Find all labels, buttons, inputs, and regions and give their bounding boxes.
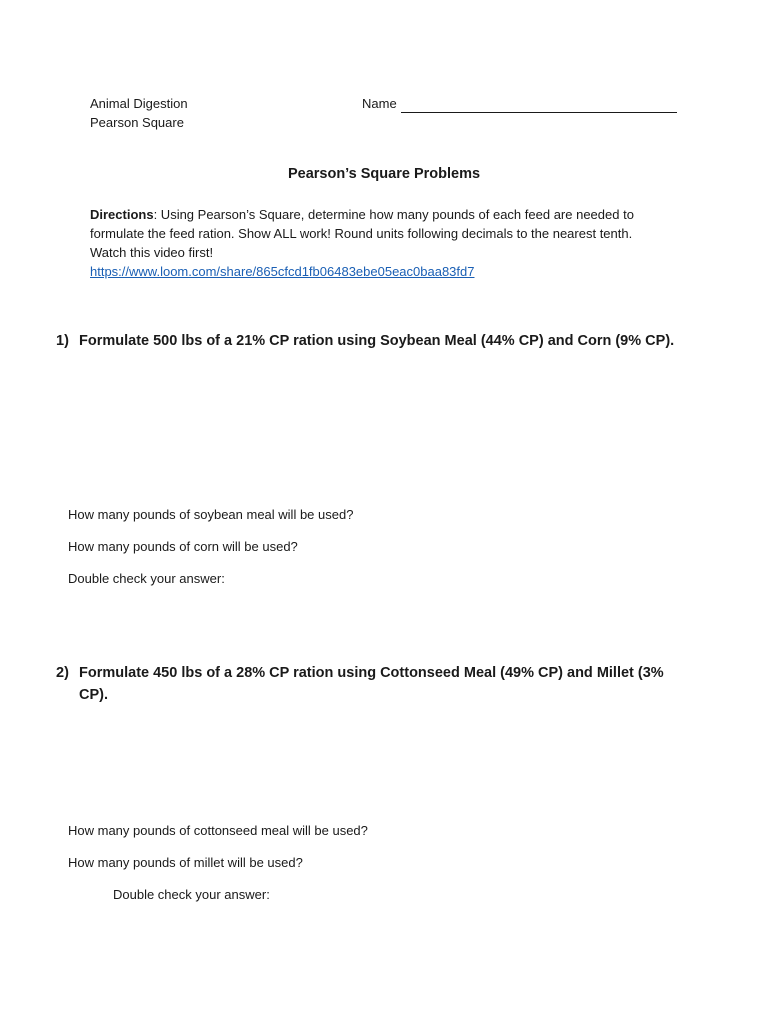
directions-paragraph bbox=[90, 205, 675, 243]
problem-1-question-soybean: How many pounds of soybean meal will be used? bbox=[68, 507, 354, 522]
name-blank-line bbox=[401, 98, 677, 113]
problem-1 bbox=[56, 330, 696, 352]
problem-2-question-check: Double check your answer: bbox=[113, 887, 270, 902]
name-field bbox=[362, 94, 677, 113]
problem-2-text: Formulate 450 lbs of a 28% CP ration using Cottonseed Meal (49% CP) and Millet (3% CP). bbox=[79, 665, 664, 703]
problem-1-number: 1) bbox=[56, 333, 69, 349]
directions-text: : Using Pearson’s Square, determine how many pounds of each feed are needed to formulate the feed ration. Show ALL work! Round units following decimals to the nearest tenth. bbox=[90, 207, 634, 241]
problem-1-text: Formulate 500 lbs of a 21% CP ration using Soybean Meal (44% CP) and Corn (9% CP). bbox=[79, 333, 675, 349]
problem-2-question-millet: How many pounds of millet will be used? bbox=[68, 855, 303, 870]
problem-2 bbox=[56, 662, 696, 706]
page-title: Pearson’s Square Problems bbox=[287, 166, 481, 182]
video-link[interactable]: https://www.loom.com/share/865cfcd1fb06483ebe05eac0baa83fd7 bbox=[90, 264, 475, 279]
problem-2-number: 2) bbox=[56, 665, 69, 681]
course-topic: Pearson Square bbox=[90, 115, 184, 130]
problem-1-question-corn: How many pounds of corn will be used? bbox=[68, 539, 298, 554]
directions-block bbox=[90, 205, 675, 281]
watch-video-text: Watch this video first! bbox=[90, 245, 214, 260]
course-header bbox=[90, 94, 188, 132]
problem-2-question-cottonseed: How many pounds of cottonseed meal will be used? bbox=[68, 823, 368, 838]
problem-1-question-check: Double check your answer: bbox=[68, 571, 225, 586]
directions-label: Directions bbox=[90, 207, 154, 222]
course-name: Animal Digestion bbox=[90, 96, 188, 111]
name-label: Name bbox=[362, 96, 397, 111]
